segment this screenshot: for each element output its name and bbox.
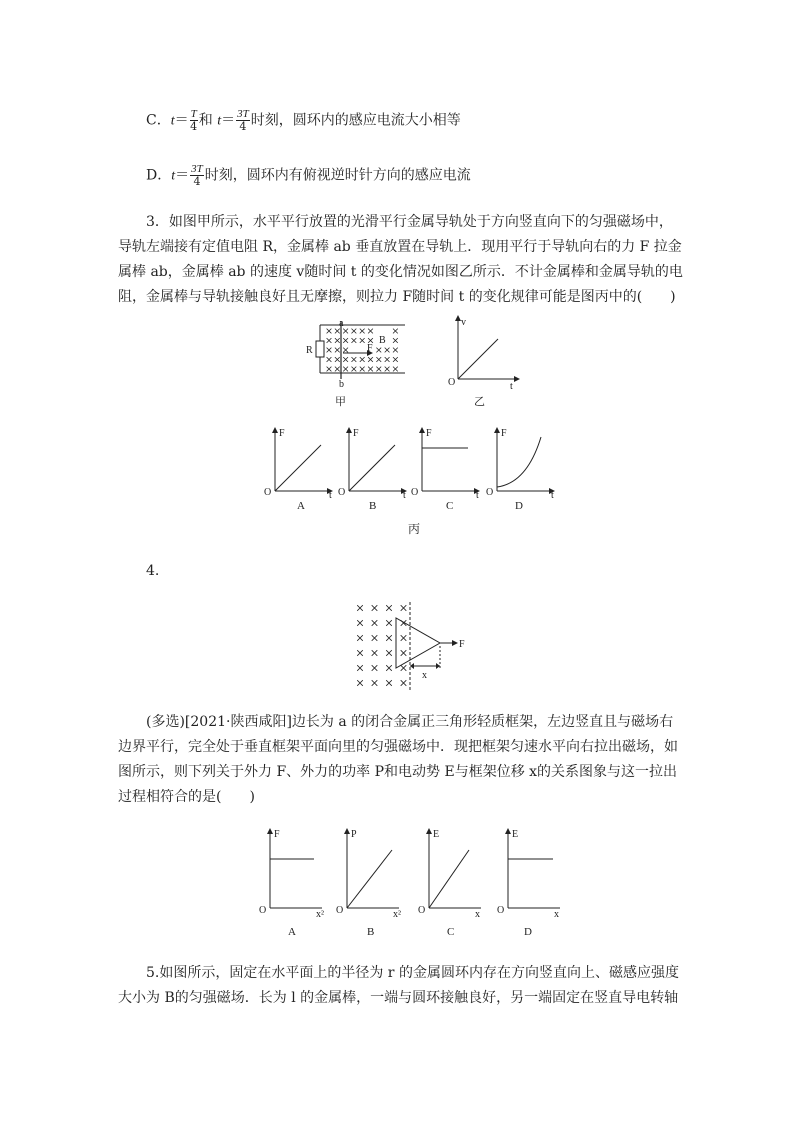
option-c-eq2: ＝ — [221, 112, 236, 129]
graph-q3-a — [263, 425, 338, 525]
axis-y: F — [426, 428, 432, 439]
axis-y: F — [501, 428, 507, 439]
field-cross-mark — [327, 329, 332, 334]
field-cross-mark — [385, 367, 390, 372]
field-cross-mark — [327, 357, 332, 362]
field-cross-mark — [385, 348, 390, 353]
field-cross-mark — [368, 357, 373, 362]
curve — [349, 445, 395, 491]
field-cross-mark — [376, 367, 381, 372]
option-c-prefix: C． — [146, 112, 171, 129]
field-cross-mark — [386, 680, 392, 686]
axis-y: F — [279, 428, 285, 439]
origin: O — [418, 905, 426, 916]
curve — [429, 850, 469, 908]
field-cross-mark — [327, 348, 332, 353]
figure-yi-caption: 乙 — [474, 395, 485, 408]
axis-x: t — [551, 490, 554, 501]
field-cross-mark — [372, 665, 378, 671]
fraction-numerator: T — [190, 108, 197, 120]
field-cross-mark — [393, 338, 398, 343]
axis-x: t — [403, 490, 406, 501]
axis-x: t — [329, 490, 332, 501]
magnetic-field-crosses — [327, 329, 398, 372]
field-cross-mark — [352, 367, 357, 372]
origin: O — [486, 487, 494, 498]
field-cross-mark — [343, 357, 348, 362]
field-cross-mark — [343, 348, 348, 353]
resistor — [316, 341, 324, 357]
field-cross-mark — [372, 635, 378, 641]
field-cross-mark — [335, 357, 340, 362]
field-cross-mark — [393, 357, 398, 362]
field-cross-mark — [335, 338, 340, 343]
figure-yi — [448, 315, 528, 408]
option-c-var-t1: t — [170, 113, 175, 129]
field-cross-mark — [401, 665, 407, 671]
origin: O — [338, 487, 346, 498]
option-d-text: 时刻，圆环内有俯视逆时针方向的感应电流 — [204, 167, 471, 184]
q3-line-2: 导轨左端接有定值电阻 R，金属棒 ab 垂直放置在导轨上．现用平行于导轨向右的力 F 拉金 — [118, 239, 682, 255]
q4-line-4: 过程相符合的是( ) — [118, 789, 255, 805]
option-label: A — [288, 926, 296, 938]
axis-x: x — [554, 909, 559, 920]
field-cross-mark — [393, 367, 398, 372]
graph-q3-d — [485, 425, 560, 525]
axis-x: x² — [316, 909, 324, 920]
field-label-b: B — [379, 335, 386, 346]
magnetic-field-crosses — [357, 605, 406, 686]
option-d — [146, 163, 471, 188]
field-cross-mark — [352, 357, 357, 362]
curve — [275, 445, 321, 491]
figure-jia — [305, 315, 415, 408]
field-cross-mark — [401, 650, 407, 656]
option-d-eq: ＝ — [175, 167, 190, 184]
option-label: C — [447, 926, 455, 938]
origin: O — [497, 905, 505, 916]
field-cross-mark — [357, 620, 363, 626]
option-c-and: 和 — [198, 112, 218, 129]
option-label: D — [515, 500, 523, 512]
origin: O — [259, 905, 267, 916]
fraction-denominator: 4 — [193, 175, 201, 188]
field-cross-mark — [386, 620, 392, 626]
option-label: A — [297, 500, 305, 512]
figure-q4 — [348, 598, 478, 698]
force-label: F — [459, 639, 465, 650]
q3-line-3: 属棒 ab，金属棒 ab 的速度 v随时间 t 的变化情况如图乙所示．不计金属棒和金属导轨的电 — [118, 264, 683, 280]
field-cross-mark — [393, 329, 398, 334]
axis-t: t — [510, 381, 513, 392]
axis-y: F — [353, 428, 359, 439]
option-c-eq1: ＝ — [174, 112, 189, 129]
graph-q4-b — [335, 826, 415, 936]
option-c-text: 时刻，圆环内的感应电流大小相等 — [250, 112, 461, 129]
graph-q4-a — [258, 826, 338, 936]
field-cross-mark — [357, 605, 363, 611]
origin: O — [448, 377, 456, 388]
field-cross-mark — [376, 348, 381, 353]
q5-line-1: 5.如图所示，固定在水平面上的半径为 r 的金属圆环内存在方向竖直向上、磁感应强度 — [146, 965, 679, 981]
field-cross-mark — [368, 329, 373, 334]
q5-line-2: 大小为 B的匀强磁场．长为 l 的金属棒，一端与圆环接触良好，另一端固定在竖直导电转轴 — [118, 990, 679, 1006]
field-cross-mark — [343, 329, 348, 334]
figure-bing-caption: 丙 — [408, 522, 421, 536]
fraction-numerator: 3T — [237, 108, 249, 120]
velocity-line — [458, 339, 498, 379]
option-d-prefix: D． — [146, 167, 172, 184]
field-cross-mark — [327, 338, 332, 343]
triangle-frame — [396, 618, 440, 668]
option-label: C — [446, 500, 454, 512]
field-cross-mark — [357, 635, 363, 641]
field-cross-mark — [343, 367, 348, 372]
field-cross-mark — [360, 367, 365, 372]
field-cross-mark — [385, 357, 390, 362]
axis-y: E — [433, 829, 440, 840]
axis-y: F — [274, 829, 280, 840]
origin: O — [336, 905, 344, 916]
field-cross-mark — [386, 605, 392, 611]
field-cross-mark — [376, 357, 381, 362]
option-d-var-t: t — [171, 168, 176, 184]
field-cross-mark — [401, 635, 407, 641]
resistor-label: R — [306, 345, 313, 356]
field-cross-mark — [386, 650, 392, 656]
option-label: D — [524, 926, 532, 938]
option-c — [146, 108, 461, 133]
option-label: B — [367, 926, 375, 938]
field-cross-mark — [335, 348, 340, 353]
option-label: B — [369, 500, 377, 512]
axis-x: t — [476, 490, 479, 501]
option-c-var-t2: t — [217, 113, 222, 129]
field-cross-mark — [372, 650, 378, 656]
field-cross-mark — [386, 665, 392, 671]
force-label: F — [367, 343, 373, 354]
origin: O — [264, 487, 272, 498]
field-cross-mark — [372, 680, 378, 686]
axis-y: P — [351, 829, 357, 840]
graph-q4-c — [417, 826, 497, 936]
field-cross-mark — [401, 605, 407, 611]
axis-x: x — [475, 909, 480, 920]
displacement-label: x — [422, 670, 427, 681]
graph-q4-d — [496, 826, 576, 936]
field-cross-mark — [335, 329, 340, 334]
fraction-numerator: 3T — [191, 163, 203, 175]
fraction-denominator: 4 — [239, 120, 247, 133]
field-cross-mark — [372, 620, 378, 626]
q4-line-1: (多选)[2021·陕西咸阳]边长为 a 的闭合金属正三角形轻质框架，左边竖直且与磁场右 — [146, 714, 674, 730]
field-cross-mark — [393, 348, 398, 353]
field-cross-mark — [327, 367, 332, 372]
option-c-fraction-1 — [190, 108, 198, 133]
origin: O — [411, 487, 419, 498]
field-cross-mark — [360, 329, 365, 334]
field-cross-mark — [343, 338, 348, 343]
q4-number: 4. — [146, 563, 160, 579]
rod-label-a: a — [339, 318, 344, 329]
q4-line-2: 边界平行，完全处于垂直框架平面向里的匀强磁场中．现把框架匀速水平向右拉出磁场，如 — [118, 739, 678, 755]
field-cross-mark — [368, 367, 373, 372]
rod-label-b: b — [339, 379, 344, 390]
fraction-denominator: 4 — [190, 120, 198, 133]
field-cross-mark — [372, 605, 378, 611]
field-cross-mark — [357, 650, 363, 656]
field-cross-mark — [360, 338, 365, 343]
curve — [497, 437, 541, 487]
graph-q3-c — [410, 425, 485, 525]
field-cross-mark — [357, 665, 363, 671]
q3-line-4: 阻，金属棒与导轨接触良好且无摩擦，则拉力 F随时间 t 的变化规律可能是图丙中的( ) — [118, 289, 676, 305]
graph-q3-b — [337, 425, 412, 525]
field-cross-mark — [360, 357, 365, 362]
field-cross-mark — [357, 680, 363, 686]
q3-line-1: 3．如图甲所示，水平平行放置的光滑平行金属导轨处于方向竖直向下的匀强磁场中， — [146, 214, 673, 230]
field-cross-mark — [352, 329, 357, 334]
axis-y: E — [512, 829, 519, 840]
field-cross-mark — [386, 635, 392, 641]
figure-jia-caption: 甲 — [335, 395, 346, 408]
curve — [347, 850, 392, 908]
field-cross-mark — [352, 338, 357, 343]
field-cross-mark — [401, 680, 407, 686]
option-c-fraction-2 — [236, 108, 250, 133]
q4-line-3: 图所示，则下列关于外力 F、外力的功率 P和电动势 E与框架位移 x的关系图象与这一拉出 — [118, 764, 678, 780]
axis-v: v — [461, 317, 466, 328]
field-cross-mark — [335, 367, 340, 372]
option-d-fraction — [190, 163, 204, 188]
axis-x: x² — [393, 909, 401, 920]
